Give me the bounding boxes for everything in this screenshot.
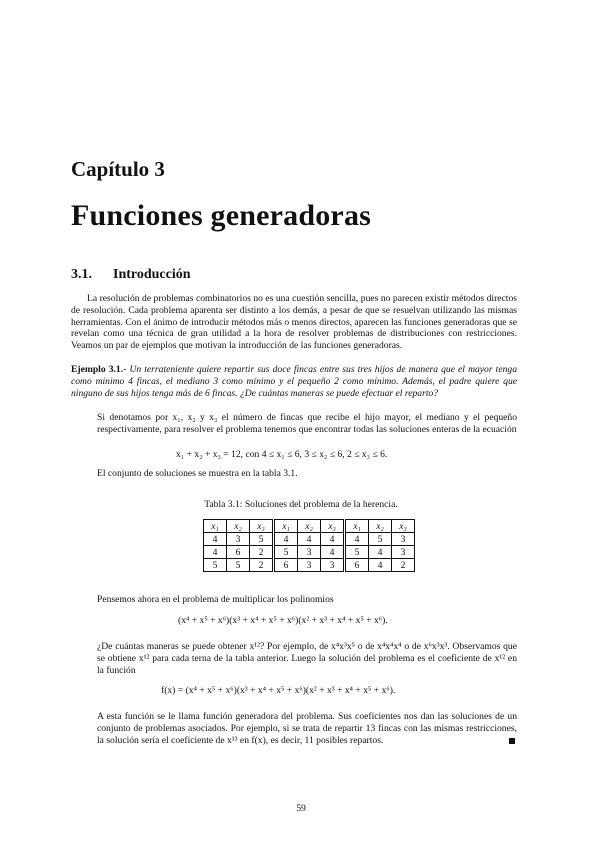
intro-paragraph: La resolución de problemas combinatorios no es una cuestión sencilla, pues no parecen existir métodos directos de resolución. Cada problema aparenta ser distinto a los demás, a pesar de que se resuelvan utilizando las mismas herramientas. Con el ánimo de introducir métodos más o menos directos, aparecen las funciones generadoras que se revelan como una técnica de gran utilidad a la hora de resolver problemas de distribuciones con restricciones. Veamos un par de ejemplos que motivan la introducción de las funciones generadoras. — [71, 293, 517, 352]
chapter-title: Funciones generadoras — [71, 199, 372, 232]
table-caption: Tabla 3.1: Soluciones del problema de la herencia. — [204, 499, 398, 510]
equation-3: f(x) = (x⁴ + x⁵ + x⁶)(x³ + x⁴ + x⁵ + x⁶)(x² + x³ + x⁴ + x⁵ + x⁶). — [161, 685, 396, 696]
table-cell: 4 — [274, 533, 298, 546]
table-cell: 6 — [274, 559, 298, 572]
table-header: x₁ — [204, 520, 227, 533]
table-cell: 4 — [345, 533, 369, 546]
table-header: x₁ — [345, 520, 369, 533]
table-header: x₃ — [321, 520, 345, 533]
solutions-table — [203, 519, 415, 572]
table-cell: 4 — [321, 533, 345, 546]
page-number: 59 — [296, 803, 306, 814]
example-label: Ejemplo 3.1.- — [71, 364, 127, 375]
table-cell: 5 — [369, 533, 392, 546]
table-header: x₂ — [369, 520, 392, 533]
table-header: x₁ — [274, 520, 298, 533]
table-header: x₂ — [227, 520, 250, 533]
table-cell: 3 — [392, 546, 415, 559]
conclusion-paragraph: A esta función se le llama función generadora del problema. Sus coeficientes nos dan las soluciones de un conjunto de problemas asociados. Por ejemplo, si se trata de repartir 13 fincas con las mismas restricciones, la solución sería el coeficiente de x¹³ en f(x), es decir, 11 posibles repartos. — [97, 711, 517, 746]
table-header: x₂ — [298, 520, 321, 533]
table-row — [204, 559, 415, 572]
table-cell: 2 — [250, 546, 274, 559]
table-cell: 4 — [204, 546, 227, 559]
table-cell: 4 — [298, 533, 321, 546]
table-header: x₃ — [392, 520, 415, 533]
example-text: Un terrateniente quiere repartir sus doce fincas entre sus tres hijos de manera que el mayor tenga como mínimo 4 fincas, el mediano 3 como mínimo y el pequeño 2 como mínimo. Además, el padre quiere que ninguno de sus hijos tenga más de 6 fincas. ¿De cuántas maneras se puede efectuar el reparto? — [71, 364, 517, 399]
section-title: Introducción — [113, 267, 191, 282]
example-paragraph — [71, 364, 517, 399]
table-cell: 2 — [392, 559, 415, 572]
section-heading — [71, 267, 191, 283]
table-cell: 6 — [227, 546, 250, 559]
table-cell: 4 — [369, 546, 392, 559]
equation-1: x₁ + x₂ + x₃ = 12, con 4 ≤ x₁ ≤ 6, 3 ≤ x₂ ≤ 6, 2 ≤ x₃ ≤ 6. — [176, 449, 388, 460]
solutions-reference: El conjunto de soluciones se muestra en la tabla 3.1. — [97, 468, 298, 479]
table-cell: 3 — [227, 533, 250, 546]
table-cell: 4 — [204, 533, 227, 546]
table-cell: 3 — [321, 559, 345, 572]
denote-paragraph: Si denotamos por x₁, x₂ y x₃ el número de fincas que recibe el hijo mayor, el mediano y el pequeño respectivamente, para resolver el problema tenemos que encontrar todas las soluciones enteras de la ecuación — [97, 412, 517, 435]
table-cell: 5 — [250, 533, 274, 546]
table-cell: 4 — [321, 546, 345, 559]
polynomial-intro: Pensemos ahora en el problema de multiplicar los polinomios — [97, 594, 334, 605]
table-cell: 5 — [227, 559, 250, 572]
table-row — [204, 546, 415, 559]
table-cell: 3 — [298, 546, 321, 559]
table-header-row — [204, 520, 415, 533]
table-cell: 5 — [274, 546, 298, 559]
table-cell: 2 — [250, 559, 274, 572]
equation-2: (x⁴ + x⁵ + x⁶)(x³ + x⁴ + x⁵ + x⁶)(x² + x³ + x⁴ + x⁵ + x⁶). — [178, 615, 388, 626]
question-paragraph: ¿De cuántas maneras se puede obtener x¹²? Por ejemplo, de x⁴x³x⁵ o de x⁴x⁴x⁴ o de x⁶x³x³. Observamos que se obtiene x¹² para cada terna de la tabla anterior. Luego la solución del problema es el coeficiente de x¹² en la función — [97, 641, 517, 676]
end-of-proof-icon — [509, 738, 515, 744]
chapter-label: Capítulo 3 — [71, 157, 165, 181]
table-header: x₃ — [250, 520, 274, 533]
table-row — [204, 533, 415, 546]
table-cell: 3 — [298, 559, 321, 572]
table-cell: 3 — [392, 533, 415, 546]
table-cell: 4 — [369, 559, 392, 572]
table-cell: 6 — [345, 559, 369, 572]
table-cell: 5 — [345, 546, 369, 559]
table-cell: 5 — [204, 559, 227, 572]
section-number: 3.1. — [71, 267, 92, 282]
